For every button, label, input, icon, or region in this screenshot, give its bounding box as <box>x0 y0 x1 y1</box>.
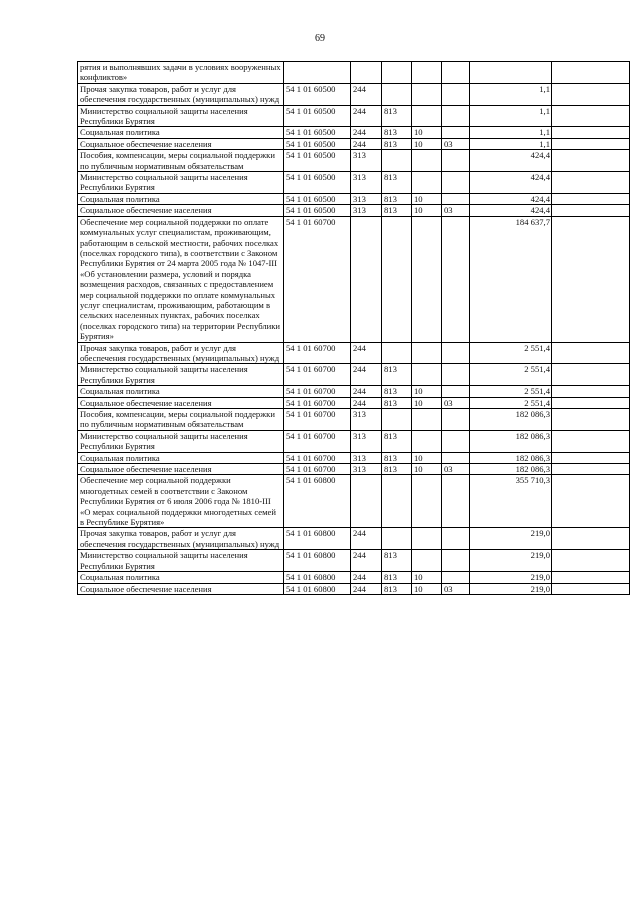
row-extra-cell <box>552 150 630 172</box>
row-name-cell: Социальная политика <box>78 386 284 397</box>
row-section-cell <box>412 342 442 364</box>
row-target-article-cell: 54 1 01 60500 <box>284 205 351 216</box>
row-extra-cell <box>552 550 630 572</box>
row-ministry-code-cell <box>382 150 412 172</box>
row-target-article-cell: 54 1 01 60700 <box>284 464 351 475</box>
row-subsection-cell <box>442 342 470 364</box>
row-extra-cell <box>552 105 630 127</box>
row-section-cell <box>412 528 442 550</box>
row-expense-type-cell: 313 <box>351 205 382 216</box>
row-ministry-code-cell <box>382 528 412 550</box>
row-section-cell <box>412 105 442 127</box>
row-expense-type-cell: 313 <box>351 150 382 172</box>
row-ministry-code-cell: 813 <box>382 572 412 583</box>
table-row <box>78 397 630 408</box>
row-section-cell: 10 <box>412 193 442 204</box>
row-target-article-cell: 54 1 01 60500 <box>284 172 351 194</box>
row-section-cell <box>412 364 442 386</box>
row-ministry-code-cell <box>382 409 412 431</box>
row-subsection-cell <box>442 452 470 463</box>
row-expense-type-cell: 244 <box>351 127 382 138</box>
table-row <box>78 216 630 342</box>
row-expense-type-cell <box>351 216 382 342</box>
row-expense-type-cell: 313 <box>351 464 382 475</box>
row-amount-cell: 219,0 <box>470 528 552 550</box>
row-name-cell: Пособия, компенсации, меры социальной поддержки по публичным нормативным обязательствам <box>78 409 284 431</box>
row-ministry-code-cell <box>382 342 412 364</box>
row-extra-cell <box>552 193 630 204</box>
row-extra-cell <box>552 62 630 84</box>
row-expense-type-cell: 313 <box>351 193 382 204</box>
row-amount-cell: 182 086,3 <box>470 430 552 452</box>
row-amount-cell: 1,1 <box>470 127 552 138</box>
row-section-cell: 10 <box>412 138 442 149</box>
row-subsection-cell <box>442 364 470 386</box>
row-expense-type-cell <box>351 62 382 84</box>
row-name-cell: Пособия, компенсации, меры социальной поддержки по публичным нормативным обязательствам <box>78 150 284 172</box>
row-extra-cell <box>552 528 630 550</box>
row-section-cell: 10 <box>412 386 442 397</box>
row-section-cell <box>412 409 442 431</box>
row-amount-cell: 2 551,4 <box>470 364 552 386</box>
row-expense-type-cell: 313 <box>351 452 382 463</box>
table-row <box>78 150 630 172</box>
row-amount-cell: 2 551,4 <box>470 397 552 408</box>
row-section-cell <box>412 475 442 528</box>
row-amount-cell: 2 551,4 <box>470 386 552 397</box>
row-ministry-code-cell: 813 <box>382 127 412 138</box>
row-name-cell: Социальное обеспечение населения <box>78 138 284 149</box>
table-row <box>78 464 630 475</box>
row-subsection-cell: 03 <box>442 397 470 408</box>
row-expense-type-cell: 244 <box>351 342 382 364</box>
row-target-article-cell: 54 1 01 60800 <box>284 475 351 528</box>
row-expense-type-cell: 244 <box>351 397 382 408</box>
table-row <box>78 572 630 583</box>
row-section-cell: 10 <box>412 464 442 475</box>
row-ministry-code-cell: 813 <box>382 386 412 397</box>
row-target-article-cell: 54 1 01 60800 <box>284 583 351 594</box>
table-row <box>78 205 630 216</box>
row-name-cell: Министерство социальной защиты населения Республики Бурятия <box>78 550 284 572</box>
table-row <box>78 105 630 127</box>
row-extra-cell <box>552 430 630 452</box>
row-target-article-cell: 54 1 01 60700 <box>284 342 351 364</box>
row-ministry-code-cell: 813 <box>382 105 412 127</box>
row-amount-cell: 424,4 <box>470 172 552 194</box>
row-target-article-cell: 54 1 01 60700 <box>284 397 351 408</box>
table-row <box>78 528 630 550</box>
row-section-cell: 10 <box>412 205 442 216</box>
row-name-cell: Министерство социальной защиты населения Республики Бурятия <box>78 364 284 386</box>
row-subsection-cell <box>442 62 470 84</box>
row-subsection-cell <box>442 572 470 583</box>
row-expense-type-cell: 244 <box>351 386 382 397</box>
row-ministry-code-cell: 813 <box>382 193 412 204</box>
table-row <box>78 550 630 572</box>
row-subsection-cell <box>442 150 470 172</box>
row-target-article-cell: 54 1 01 60700 <box>284 430 351 452</box>
row-ministry-code-cell: 813 <box>382 397 412 408</box>
row-expense-type-cell: 244 <box>351 583 382 594</box>
row-ministry-code-cell: 813 <box>382 138 412 149</box>
table-row <box>78 364 630 386</box>
row-name-cell: Министерство социальной защиты населения Республики Бурятия <box>78 430 284 452</box>
row-target-article-cell: 54 1 01 60800 <box>284 572 351 583</box>
row-target-article-cell: 54 1 01 60800 <box>284 550 351 572</box>
row-name-cell: Социальная политика <box>78 193 284 204</box>
row-subsection-cell <box>442 172 470 194</box>
row-name-cell: Социальная политика <box>78 452 284 463</box>
row-name-cell: Министерство социальной защиты населения Республики Бурятия <box>78 105 284 127</box>
row-target-article-cell <box>284 62 351 84</box>
row-subsection-cell <box>442 409 470 431</box>
row-extra-cell <box>552 583 630 594</box>
row-name-cell: Прочая закупка товаров, работ и услуг для обеспечения государственных (муниципальных) нужд <box>78 342 284 364</box>
row-ministry-code-cell: 813 <box>382 430 412 452</box>
row-extra-cell <box>552 397 630 408</box>
row-subsection-cell <box>442 127 470 138</box>
row-amount-cell: 1,1 <box>470 83 552 105</box>
row-target-article-cell: 54 1 01 60500 <box>284 127 351 138</box>
row-target-article-cell: 54 1 01 60700 <box>284 409 351 431</box>
row-ministry-code-cell <box>382 216 412 342</box>
row-target-article-cell: 54 1 01 60700 <box>284 364 351 386</box>
row-expense-type-cell: 313 <box>351 172 382 194</box>
row-extra-cell <box>552 386 630 397</box>
row-section-cell: 10 <box>412 397 442 408</box>
row-subsection-cell <box>442 528 470 550</box>
row-extra-cell <box>552 342 630 364</box>
row-subsection-cell: 03 <box>442 464 470 475</box>
row-amount-cell: 2 551,4 <box>470 342 552 364</box>
table-row <box>78 409 630 431</box>
row-ministry-code-cell: 813 <box>382 583 412 594</box>
table-row <box>78 172 630 194</box>
row-target-article-cell: 54 1 01 60700 <box>284 452 351 463</box>
row-section-cell <box>412 62 442 84</box>
row-amount-cell: 184 637,7 <box>470 216 552 342</box>
table-row <box>78 452 630 463</box>
row-target-article-cell: 54 1 01 60500 <box>284 83 351 105</box>
row-subsection-cell <box>442 83 470 105</box>
row-expense-type-cell: 244 <box>351 550 382 572</box>
row-subsection-cell: 03 <box>442 138 470 149</box>
row-name-cell: Прочая закупка товаров, работ и услуг для обеспечения государственных (муниципальных) нужд <box>78 83 284 105</box>
row-name-cell: Министерство социальной защиты населения Республики Бурятия <box>78 172 284 194</box>
row-name-cell: Социальное обеспечение населения <box>78 397 284 408</box>
row-name-cell: Обеспечение мер социальной поддержки многодетных семей в соответствии с Законом Республики Бурятия от 6 июля 2006 года № 1810-III «О мерах социальной поддержки многодетных семей в Республике Бурятия» <box>78 475 284 528</box>
page-number: 69 <box>315 33 325 44</box>
row-extra-cell <box>552 452 630 463</box>
row-name-cell: Прочая закупка товаров, работ и услуг для обеспечения государственных (муниципальных) нужд <box>78 528 284 550</box>
row-ministry-code-cell: 813 <box>382 364 412 386</box>
row-target-article-cell: 54 1 01 60700 <box>284 216 351 342</box>
row-extra-cell <box>552 464 630 475</box>
row-ministry-code-cell <box>382 83 412 105</box>
row-extra-cell <box>552 138 630 149</box>
row-extra-cell <box>552 127 630 138</box>
row-expense-type-cell: 313 <box>351 430 382 452</box>
row-amount-cell <box>470 62 552 84</box>
row-amount-cell: 355 710,3 <box>470 475 552 528</box>
row-target-article-cell: 54 1 01 60500 <box>284 105 351 127</box>
row-target-article-cell: 54 1 01 60800 <box>284 528 351 550</box>
row-extra-cell <box>552 572 630 583</box>
row-name-cell: Социальное обеспечение населения <box>78 464 284 475</box>
row-expense-type-cell <box>351 475 382 528</box>
budget-table-body <box>78 62 630 595</box>
row-amount-cell: 424,4 <box>470 193 552 204</box>
budget-table <box>77 61 630 595</box>
row-section-cell: 10 <box>412 572 442 583</box>
row-ministry-code-cell <box>382 62 412 84</box>
row-name-cell: Социальное обеспечение населения <box>78 583 284 594</box>
row-extra-cell <box>552 475 630 528</box>
row-ministry-code-cell: 813 <box>382 172 412 194</box>
row-subsection-cell <box>442 550 470 572</box>
row-expense-type-cell: 244 <box>351 83 382 105</box>
row-section-cell <box>412 83 442 105</box>
row-amount-cell: 219,0 <box>470 572 552 583</box>
row-subsection-cell <box>442 105 470 127</box>
row-section-cell <box>412 172 442 194</box>
row-target-article-cell: 54 1 01 60500 <box>284 138 351 149</box>
row-amount-cell: 182 086,3 <box>470 409 552 431</box>
row-name-cell: Социальное обеспечение населения <box>78 205 284 216</box>
row-subsection-cell <box>442 216 470 342</box>
row-amount-cell: 1,1 <box>470 105 552 127</box>
row-expense-type-cell: 244 <box>351 528 382 550</box>
row-target-article-cell: 54 1 01 60500 <box>284 150 351 172</box>
row-amount-cell: 424,4 <box>470 150 552 172</box>
table-row <box>78 386 630 397</box>
row-extra-cell <box>552 364 630 386</box>
row-ministry-code-cell: 813 <box>382 205 412 216</box>
row-section-cell: 10 <box>412 127 442 138</box>
row-section-cell: 10 <box>412 452 442 463</box>
row-extra-cell <box>552 409 630 431</box>
row-extra-cell <box>552 83 630 105</box>
row-name-cell: Социальная политика <box>78 127 284 138</box>
row-name-cell: рятия и выполнявших задачи в условиях вооруженных конфликтов» <box>78 62 284 84</box>
row-extra-cell <box>552 205 630 216</box>
row-subsection-cell <box>442 193 470 204</box>
row-section-cell <box>412 550 442 572</box>
table-row <box>78 62 630 84</box>
row-expense-type-cell: 244 <box>351 572 382 583</box>
row-target-article-cell: 54 1 01 60700 <box>284 386 351 397</box>
table-row <box>78 342 630 364</box>
row-section-cell <box>412 216 442 342</box>
table-row <box>78 475 630 528</box>
row-subsection-cell <box>442 430 470 452</box>
row-amount-cell: 219,0 <box>470 583 552 594</box>
row-section-cell <box>412 150 442 172</box>
row-ministry-code-cell: 813 <box>382 464 412 475</box>
row-extra-cell <box>552 216 630 342</box>
row-expense-type-cell: 244 <box>351 105 382 127</box>
row-name-cell: Обеспечение мер социальной поддержки по оплате коммунальных услуг специалистам, проживающим, работающим в сельской местности, рабочих поселках (поселках городского типа), в соответствии с Законом Республики Бурятия от 24 марта 2005 года № 1047-III «Об установлении размера, условий и порядка возмещения расходов, связанных с предоставлением мер социальной поддержки по оплате коммунальных услуг специалистам, проживающим, работающим в сельских населенных пунктах, рабочих поселках (поселках городского типа) на территории Республики Бурятия» <box>78 216 284 342</box>
row-amount-cell: 182 086,3 <box>470 452 552 463</box>
row-target-article-cell: 54 1 01 60500 <box>284 193 351 204</box>
row-subsection-cell: 03 <box>442 583 470 594</box>
row-extra-cell <box>552 172 630 194</box>
row-ministry-code-cell: 813 <box>382 452 412 463</box>
row-expense-type-cell: 313 <box>351 409 382 431</box>
row-ministry-code-cell <box>382 475 412 528</box>
row-section-cell: 10 <box>412 583 442 594</box>
row-section-cell <box>412 430 442 452</box>
row-amount-cell: 1,1 <box>470 138 552 149</box>
row-expense-type-cell: 244 <box>351 364 382 386</box>
row-name-cell: Социальная политика <box>78 572 284 583</box>
row-subsection-cell: 03 <box>442 205 470 216</box>
row-expense-type-cell: 244 <box>351 138 382 149</box>
table-row <box>78 430 630 452</box>
row-subsection-cell <box>442 475 470 528</box>
row-amount-cell: 182 086,3 <box>470 464 552 475</box>
table-row <box>78 138 630 149</box>
row-amount-cell: 219,0 <box>470 550 552 572</box>
row-subsection-cell <box>442 386 470 397</box>
row-ministry-code-cell: 813 <box>382 550 412 572</box>
table-row <box>78 193 630 204</box>
table-row <box>78 83 630 105</box>
table-row <box>78 127 630 138</box>
table-row <box>78 583 630 594</box>
row-amount-cell: 424,4 <box>470 205 552 216</box>
